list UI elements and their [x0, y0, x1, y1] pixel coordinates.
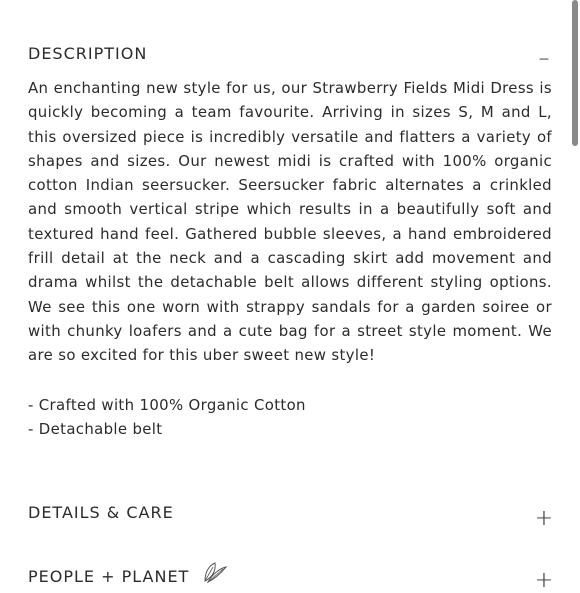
- description-text: An enchanting new style for us, our Strawberry Fields Midi Dress is quickly becoming a team favourite. Arriving in sizes S, M and L, this oversized piece is incredibly versatile and flatters a variety of shapes and sizes. Our newest midi is crafted with 100% organic cotton Indian seersucker. Seersucker fabric alternates a crinkled and smooth vertical stripe which results in a beautifully soft and textured hand feel. Gathered bubble sleeves, a hand embroidered frill detail at the neck and a cascading skirt add movement and drama whilst the detachable belt allows different styling options. We see this one worn with strappy sandals for a garden soiree or with chunky loafers and a cute bag for a street style moment. We are so excited for this uber sweet new style!: [28, 79, 552, 365]
- description-body: [28, 76, 552, 368]
- people-planet-title-wrap: [28, 567, 229, 586]
- details-care-title: DETAILS & CARE: [28, 502, 174, 522]
- people-planet-title: PEOPLE + PLANET: [28, 566, 190, 586]
- expand-icon[interactable]: +: [534, 506, 554, 531]
- description-title: DESCRIPTION: [28, 43, 148, 63]
- feature-item: - Crafted with 100% Organic Cotton: [28, 396, 306, 414]
- description-header[interactable]: [28, 36, 554, 70]
- collapse-icon[interactable]: –: [538, 46, 550, 71]
- leaf-icon: [201, 561, 229, 585]
- feature-list: [28, 393, 306, 442]
- people-planet-header[interactable]: [28, 560, 554, 592]
- expand-icon[interactable]: +: [534, 568, 554, 593]
- feature-item: - Detachable belt: [28, 420, 163, 439]
- scrollbar[interactable]: [572, 0, 578, 146]
- details-care-header[interactable]: [28, 494, 554, 530]
